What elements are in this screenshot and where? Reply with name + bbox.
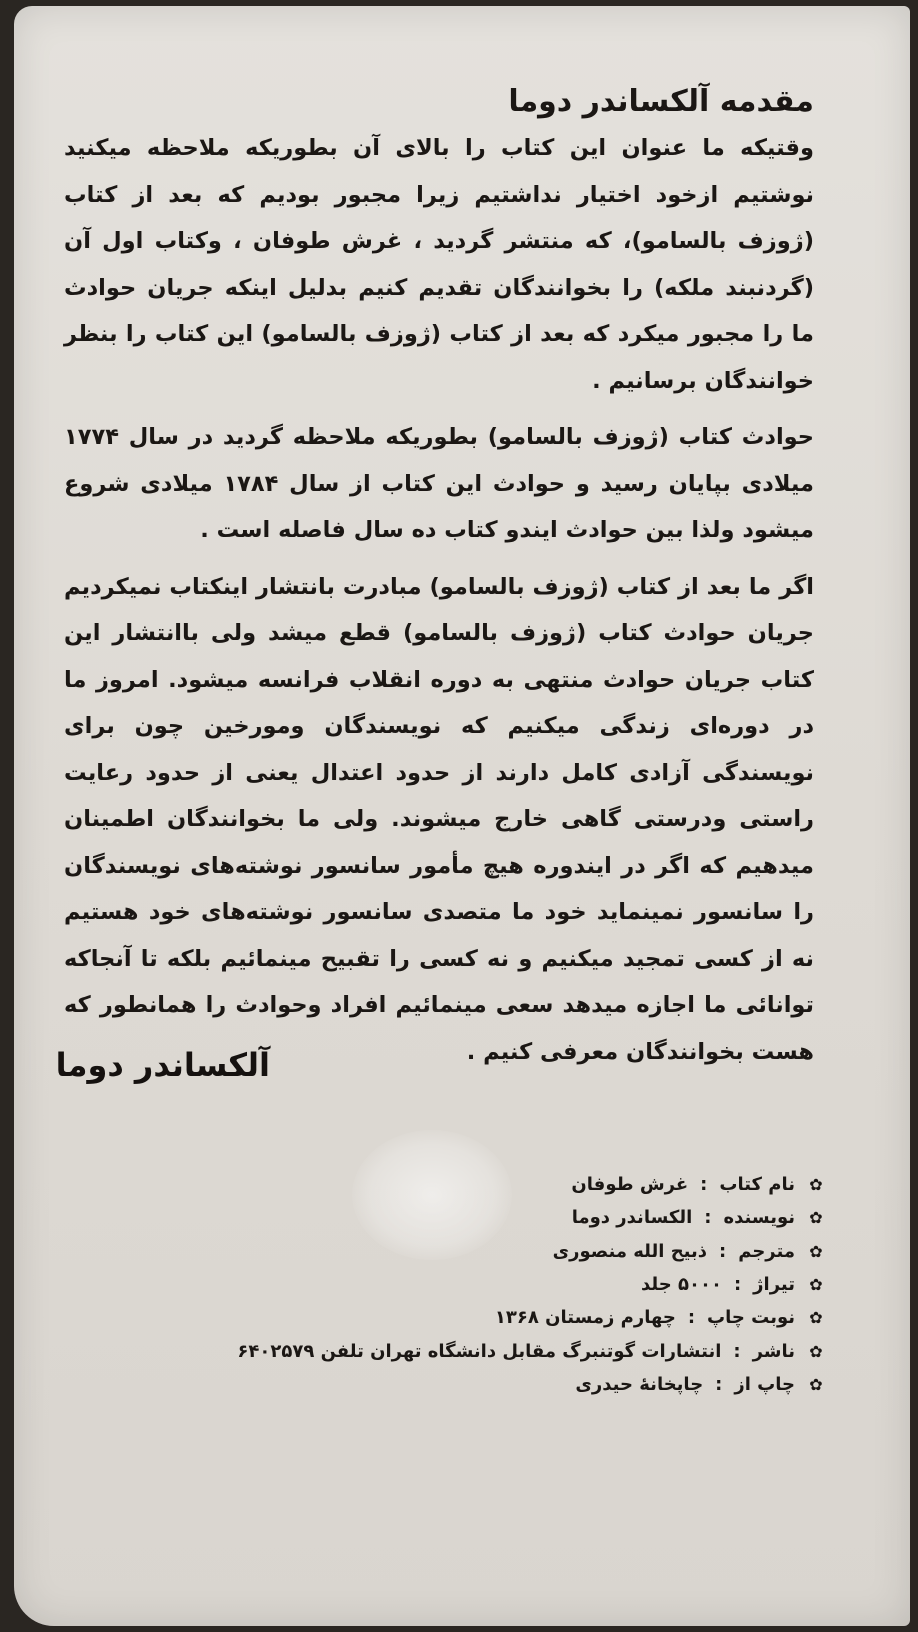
flower-bullet-icon: ✿ (809, 1275, 823, 1295)
colophon-item: ✿ نام کتاب : غرش طوفان (225, 1168, 825, 1201)
colophon-label: ناشر (752, 1340, 795, 1362)
colophon-label: نام کتاب (719, 1174, 795, 1196)
colophon-value: چهارم زمستان ۱۳۶۸ (494, 1307, 676, 1329)
colophon-item: ✿ نویسنده : الکساندر دوما (225, 1201, 825, 1234)
flower-bullet-icon: ✿ (809, 1175, 823, 1195)
preface-title: مقدمه آلکساندر دوما (508, 84, 814, 119)
author-signature: آلکساندر دوما (55, 1046, 270, 1084)
colophon-item: ✿ نوبت چاپ : چهارم زمستان ۱۳۶۸ (225, 1301, 825, 1334)
flower-bullet-icon: ✿ (809, 1308, 823, 1328)
colophon-value: ذبیح الله منصوری (552, 1240, 708, 1262)
preface-paragraph-1: وقتیکه ما عنوان این کتاب را بالای آن بطوریکه ملاحظه میکنید نوشتیم ازخود اختیار نداشتیم زیرا مجبور بودیم که بعد از کتاب (ژوزف بالسامو)، که منتشر گردید ، غرش طوفان ، وکتاب اول آن (گردنبند ملکه) را بخوانندگان تقدیم کنیم بدلیل اینکه جریان حوادث ما را مجبور میکرد که بعد از کتاب (ژوزف بالسامو) این کتاب را بنظر خوانندگان برسانیم . (64, 135, 814, 394)
flower-bullet-icon: ✿ (809, 1341, 823, 1361)
colophon-item: ✿ چاپ از : چاپخانهٔ حیدری (225, 1368, 825, 1401)
colophon-list (225, 1168, 825, 1401)
colophon-value: چاپخانهٔ حیدری (575, 1373, 704, 1395)
colophon-value: الکساندر دوما (571, 1207, 693, 1229)
preface-text (64, 84, 814, 1085)
colophon-value: انتشارات گوتنبرگ مقابل دانشگاه تهران تلفن ۶۴۰۲۵۷۹ (237, 1340, 722, 1362)
colophon-item: ✿ تیراژ : ۵۰۰۰ جلد (225, 1268, 825, 1301)
preface-paragraph-3: اگر ما بعد از کتاب (ژوزف بالسامو) مبادرت بانتشار اینکتاب نمیکردیم جریان حوادث کتاب (ژوزف بالسامو) قطع میشد ولی باانتشار این کتاب جریان حوادث منتهی به دوره انقلاب فرانسه میشود. امروز ما در دوره‌ای زندگی میکنیم که نویسندگان ومورخین چون برای نویسندگی آزادی کامل دارند از حدود اعتدال یعنی از حدود رعایت راستی ودرستی گاهی خارج میشوند. ولی ما بخوانندگان اطمینان میدهیم که اگر در ایندوره هیچ مأمور سانسور نوشته‌های نویسندگان را سانسور نمینماید خود ما متصدی سانسور نوشته‌های خود هستیم نه از کسی تمجید میکنیم و نه کسی را تقبیح مینمائیم بلکه تا آنجاکه توانائی ما اجازه میدهد سعی مینمائیم افراد وحوادث را همانطور که هست بخوانندگان معرفی کنیم . (64, 573, 814, 1065)
colophon-label: نویسنده (723, 1207, 795, 1229)
preface-paragraph-2: حوادث کتاب (ژوزف بالسامو) بطوریکه ملاحظه گردید در سال ۱۷۷۴ میلادی بپایان رسید و حوادث این کتاب از سال ۱۷۸۴ میلادی شروع میشود ولذا بین حوادث ایندو کتاب ده سال فاصله است . (64, 424, 814, 543)
book-page (14, 6, 910, 1626)
flower-bullet-icon: ✿ (809, 1208, 823, 1228)
flower-bullet-icon: ✿ (809, 1241, 823, 1261)
colophon-item: ✿ ناشر : انتشارات گوتنبرگ مقابل دانشگاه تهران تلفن ۶۴۰۲۵۷۹ (225, 1334, 825, 1367)
colophon-item: ✿ مترجم : ذبیح الله منصوری (225, 1235, 825, 1268)
flower-bullet-icon: ✿ (809, 1374, 823, 1394)
colophon-value: ۵۰۰۰ جلد (641, 1274, 722, 1296)
colophon-label: تیراژ (753, 1274, 795, 1296)
colophon-value: غرش طوفان (571, 1174, 689, 1196)
colophon-label: چاپ از (734, 1373, 795, 1395)
colophon-label: نوبت چاپ (707, 1307, 795, 1329)
colophon-label: مترجم (738, 1240, 795, 1262)
